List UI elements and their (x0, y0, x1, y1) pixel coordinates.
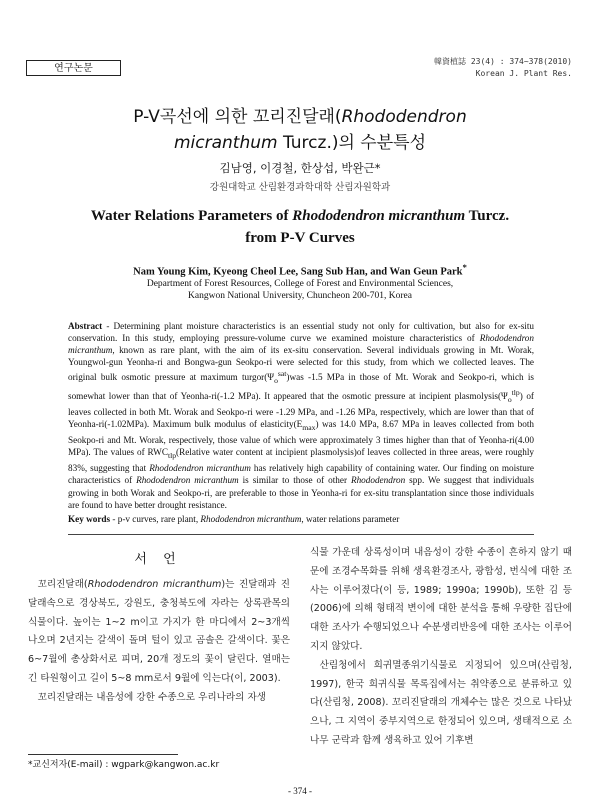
english-title-line2: from P-V Curves (245, 230, 355, 246)
abstract-text: ) of leaves collected in both Mt. Worak and Seokpo-ri were -1.29 MPa, and -1.26 MPa, respectively, which are lower than that of Yeonha-ri(-1.02MPa). Maximum bulk modulus of elasticity(E (68, 391, 534, 430)
journal-citation-line1: 韓資植誌 23(4) : 374~378(2010) (434, 57, 572, 66)
abstract-text: (Relative water content at incipient plasmolysis)of leaves collected in three areas, were roughly 83%, suggesting that (68, 447, 534, 474)
english-authors (0, 262, 600, 278)
footnote-divider (28, 754, 178, 755)
english-affiliation-line2: Kangwon National University, Chuncheon 200-701, Korea (188, 291, 412, 301)
journal-citation (434, 56, 572, 80)
abstract-subscript: o (274, 376, 278, 386)
abstract-species: Rhododendron micranthum (68, 333, 534, 356)
corresponding-mark: * (462, 262, 467, 272)
korean-title-italic-2: micranthum (173, 133, 278, 153)
english-affiliation (0, 278, 600, 302)
abstract-label: Abstract (68, 321, 103, 331)
journal-citation-line2: Korean J. Plant Res. (475, 69, 572, 78)
right-paragraph-1: 식물 가운데 상록성이며 내음성이 강한 수종이 흔하지 않기 때문에 조경수목화를 위해 생육환경조사, 광합성, 번식에 대한 조사는 이루어졌다(이 등, 1989; 1990a; 1990b), 또한 김 등(2006)에 의해 형태적 변이에 대한 분석을 통해 우량한 집단에 대한 조사가 수행되었으나 수분생리반응에 대한 조사는 이루어지지 않았다. (310, 547, 572, 652)
right-column (310, 544, 572, 751)
korean-title-text-1: P-V곡선에 의한 꼬리진달래( (133, 107, 342, 127)
abstract-genus: Rhododendron (350, 475, 406, 486)
abstract (68, 320, 534, 511)
page-number: - 374 - (288, 786, 312, 796)
english-title-text-2: Turcz. (465, 208, 510, 224)
abstract-text: has relatively high capability of containing water. Our finding on moisture characteristics of (68, 463, 535, 486)
article-type-badge: 연구논문 (26, 60, 121, 76)
section-heading-introduction: 서 언 (134, 552, 182, 567)
abstract-text: ) was 14.0 MPa, 8.67 MPa in leaves collected from both Seokpo-ri and Mt. Worak, respectively, those value of which were approximately 3 times higher than that of Yeonha-ri(4.00 MPa). The values of RWC (68, 419, 534, 458)
abstract-text: is similar to those of other (238, 475, 351, 486)
abstract-text: spp. We suggest that individuals growing in both Worak and Seokpo-ri, are preferable to those in Yeonha-ri for ex-situ transplantation since those individuals are found to have better drought resistance. (68, 475, 535, 510)
abstract-text: - Determining plant moisture characteristics is an essential study not only for cultivation, but also for ex-situ conservation. In this study, employing pressure-volume curve we examined moisture characteristics of (68, 321, 534, 344)
abstract-superscript: tlp (511, 388, 520, 398)
body-text: )는 진달래과 진달래속으로 경상북도, 강원도, 충청북도에 자라는 상록관목의 식물이다. 높이는 1~2 m이고 가지가 한 마디에서 2~3개씩 나오며 2년지는 갈색이 돌며 털이 있고 곰솔은 갈색이다. 꽃은 6~7월에 총상화서로 피며, 20개 정도의 꽃이 달린다. 열매는 긴 타원형이고 길이 5~8 mm로서 9월에 익는다(이, 2003). (28, 579, 290, 684)
english-title-text-1: Water Relations Parameters of (90, 208, 293, 224)
left-paragraph-2: 꼬리진달래는 내음성에 강한 수종으로 우리나라의 자생 (37, 691, 266, 703)
abstract-subscript: tlp (167, 451, 177, 461)
english-affiliation-line1: Department of Forest Resources, College of Forest and Environmental Sciences, (146, 279, 454, 289)
abstract-text: )was -1.5 MPa in those of Mt. Worak and Seokpo-ri, which is somewhat lower than that of Yeonha-ri(-1.2 MPa). It appeared that the osmotic pressure at incipient plasmolysis(Ψ (68, 372, 534, 402)
keywords-label: Key words (68, 514, 111, 524)
english-title (0, 205, 600, 249)
abstract-subscript: max (302, 423, 316, 433)
korean-authors: 김남영, 이경철, 한상섭, 박완근* (219, 161, 381, 175)
body-species: Rhododendron micranthum (87, 579, 222, 590)
left-paragraph-1 (28, 576, 290, 689)
corresponding-author-footnote: *교신저자(E-mail) : wgpark@kangwon.ac.kr (28, 760, 220, 770)
korean-title-text-2: Turcz.)의 수분특성 (277, 133, 426, 153)
keywords-text: , water relations parameter (301, 514, 400, 524)
left-column (28, 576, 290, 708)
abstract-species: Rhododendron micranthum (149, 463, 251, 474)
abstract-superscript: sat (277, 369, 287, 379)
keywords-species: Rhododendron micranthum (200, 514, 302, 524)
english-title-italic: Rhododendron micranthum (292, 208, 466, 224)
keywords-text: - p-v curves, rare plant, (110, 514, 201, 524)
korean-title (0, 104, 600, 156)
korean-title-italic-1: Rhododendron (341, 107, 467, 127)
english-authors-names: Nam Young Kim, Kyeong Cheol Lee, Sang Sub Han, and Wan Geun Park (133, 266, 463, 278)
keywords-divider (68, 534, 534, 535)
korean-affiliation: 강원대학교 산림환경과학대학 산림자원학과 (209, 182, 391, 193)
keywords (68, 514, 534, 524)
body-text: 꼬리진달래( (37, 579, 88, 590)
abstract-subscript: o (507, 395, 512, 405)
right-paragraph-2: 산림청에서 희귀멸종위기식물로 지정되어 있으며(산림청, 1997), 한국 희귀식물 목록집에서는 취약종으로 분류하고 있다(산림청, 2008). 꼬리진달래의 개체수는 많은 것으로 나타났으나, 그 지역이 중부지역으로 한정되어 있으며, 생태적으로 소나무 군락과 함께 생육하고 있어 기후변 (310, 659, 572, 746)
abstract-text: , known as rare plant, with the aim of its ex-situ conservation. Several individuals growing in Mt. Worak, Youngwol-gun Yeonha-ri and Bongwa-gun Seokpo-ri were selected for this study, from which we collected leaves. The original bulk osmotic pressure at maximum turgor(Ψ (68, 345, 534, 383)
abstract-species: Rhododendron micranthum (136, 475, 239, 486)
